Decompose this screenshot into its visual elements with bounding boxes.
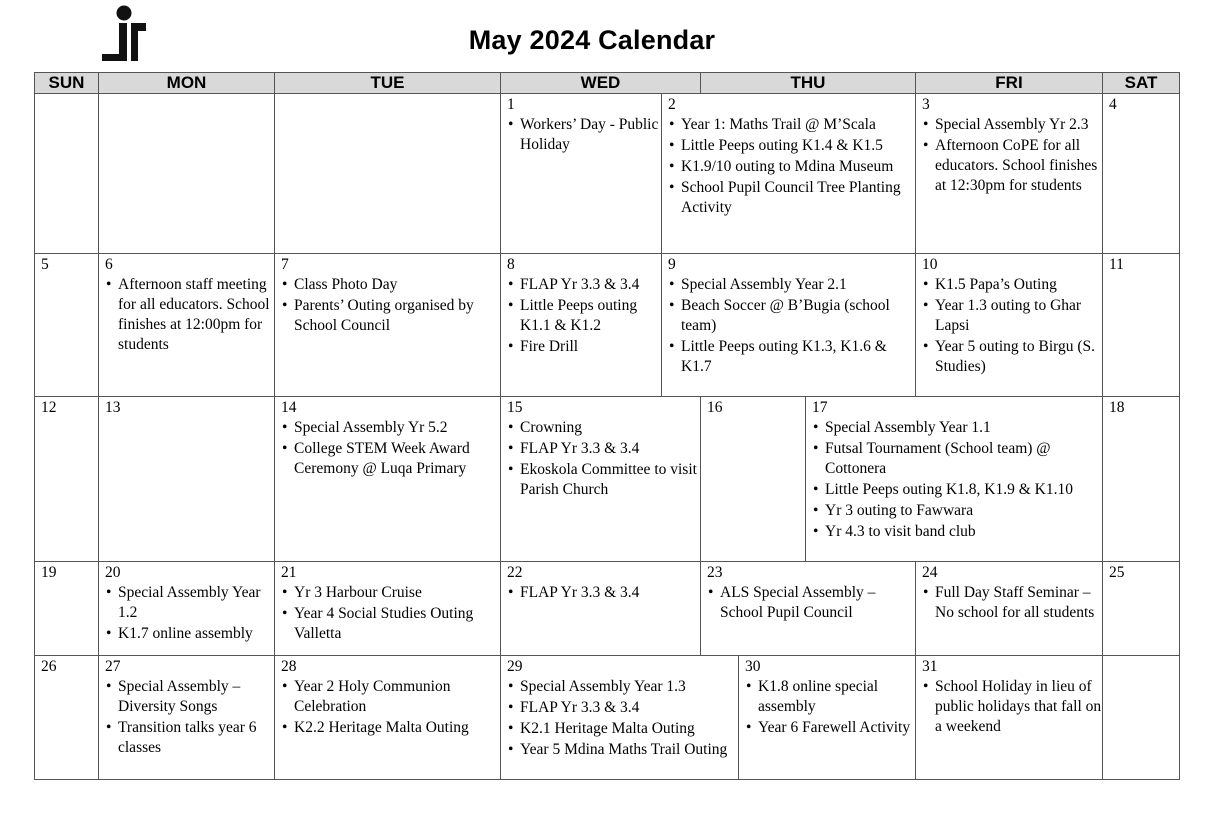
event-item: • Special Assembly Yr 2.3	[922, 115, 1102, 135]
day-cell-20	[98, 561, 275, 656]
event-item: • Workers’ Day - Public Holiday	[507, 115, 661, 155]
event-item: • Fire Drill	[507, 337, 661, 357]
event-list	[922, 115, 1102, 196]
day-number: 14	[281, 399, 297, 416]
event-list	[281, 275, 500, 336]
day-cell-21	[274, 561, 501, 656]
event-item: • Yr 3 Harbour Cruise	[281, 583, 500, 603]
day-number: 5	[41, 256, 49, 273]
day-cell-6	[98, 253, 275, 397]
header-fri: FRI	[915, 72, 1103, 94]
day-number: 4	[1109, 96, 1117, 113]
day-number: 16	[707, 399, 723, 416]
day-cell-1	[500, 93, 662, 254]
event-item: • Special Assembly Year 2.1	[668, 275, 915, 295]
day-cell-17	[805, 396, 1103, 562]
event-item: • College STEM Week Award Ceremony @ Luqa Primary	[281, 439, 500, 479]
day-cell-11	[1102, 253, 1180, 397]
day-number: 31	[922, 658, 938, 675]
event-item: • Special Assembly Yr 5.2	[281, 418, 500, 438]
event-item: • Yr 4.3 to visit band club	[812, 522, 1102, 542]
event-list	[507, 275, 661, 357]
day-number: 28	[281, 658, 297, 675]
event-item: • Year 2 Holy Communion Celebration	[281, 677, 500, 717]
day-cell-14	[274, 396, 501, 562]
header-wed: WED	[500, 72, 701, 94]
day-cell-25	[1102, 561, 1180, 656]
day-cell-9	[661, 253, 916, 397]
day-cell-2	[661, 93, 916, 254]
day-cell-26	[34, 655, 99, 780]
event-item: • Year 4 Social Studies Outing Valletta	[281, 604, 500, 644]
day-number: 24	[922, 564, 938, 581]
event-item: • K1.5 Papa’s Outing	[922, 275, 1102, 295]
day-number: 17	[812, 399, 828, 416]
event-item: • Transition talks year 6 classes	[105, 718, 274, 758]
event-list	[668, 275, 915, 377]
day-number: 8	[507, 256, 515, 273]
event-item: • Little Peeps outing K1.8, K1.9 & K1.10	[812, 480, 1102, 500]
day-cell-23	[700, 561, 916, 656]
day-cell-empty	[1102, 655, 1180, 780]
day-number: 15	[507, 399, 523, 416]
event-item: • Yr 3 outing to Fawwara	[812, 501, 1102, 521]
event-list	[922, 275, 1102, 377]
event-item: • Afternoon staff meeting for all educators. School finishes at 12:00pm for students	[105, 275, 274, 355]
day-cell-empty	[34, 93, 99, 254]
day-number: 11	[1109, 256, 1124, 273]
event-item: • Special Assembly Year 1.3	[507, 677, 738, 697]
event-item: • Parents’ Outing organised by School Council	[281, 296, 500, 336]
event-list	[281, 583, 500, 644]
event-item: • K1.8 online special assembly	[745, 677, 915, 717]
event-item: • K2.1 Heritage Malta Outing	[507, 719, 738, 739]
event-item: • FLAP Yr 3.3 & 3.4	[507, 439, 700, 459]
day-number: 6	[105, 256, 113, 273]
event-item: • Special Assembly Year 1.2	[105, 583, 274, 623]
day-number: 9	[668, 256, 676, 273]
event-item: • Special Assembly – Diversity Songs	[105, 677, 274, 717]
event-list	[105, 275, 274, 355]
day-number: 29	[507, 658, 523, 675]
event-item: • Year 1.3 outing to Ghar Lapsi	[922, 296, 1102, 336]
event-item: • Class Photo Day	[281, 275, 500, 295]
event-item: • Full Day Staff Seminar – No school for all students	[922, 583, 1102, 623]
day-number: 2	[668, 96, 676, 113]
event-item: • K1.9/10 outing to Mdina Museum	[668, 157, 915, 177]
day-cell-29	[500, 655, 739, 780]
day-cell-3	[915, 93, 1103, 254]
event-list	[507, 115, 661, 155]
day-number: 3	[922, 96, 930, 113]
day-cell-15	[500, 396, 701, 562]
day-cell-28	[274, 655, 501, 780]
event-list	[281, 677, 500, 738]
day-number: 21	[281, 564, 297, 581]
event-item: • Special Assembly Year 1.1	[812, 418, 1102, 438]
event-item: • Year 1: Maths Trail @ M’Scala	[668, 115, 915, 135]
day-cell-5	[34, 253, 99, 397]
day-number: 1	[507, 96, 515, 113]
event-list	[507, 677, 738, 760]
event-item: • K2.2 Heritage Malta Outing	[281, 718, 500, 738]
event-list	[922, 583, 1102, 623]
day-number: 12	[41, 399, 57, 416]
event-item: • K1.7 online assembly	[105, 624, 274, 644]
header-mon: MON	[98, 72, 275, 94]
event-item: • FLAP Yr 3.3 & 3.4	[507, 275, 661, 295]
day-number: 23	[707, 564, 723, 581]
day-number: 7	[281, 256, 289, 273]
day-cell-10	[915, 253, 1103, 397]
event-item: • Futsal Tournament (School team) @ Cottonera	[812, 439, 1102, 479]
event-item: • Year 5 outing to Birgu (S. Studies)	[922, 337, 1102, 377]
day-number: 27	[105, 658, 121, 675]
event-item: • School Holiday in lieu of public holidays that fall on a weekend	[922, 677, 1102, 737]
event-item: • Ekoskola Committee to visit Parish Church	[507, 460, 700, 500]
event-item: • Beach Soccer @ B’Bugia (school team)	[668, 296, 915, 336]
event-list	[707, 583, 915, 623]
day-number: 26	[41, 658, 57, 675]
event-list	[668, 115, 915, 218]
event-item: • Year 5 Mdina Maths Trail Outing	[507, 740, 738, 760]
event-item: • Crowning	[507, 418, 700, 438]
day-cell-27	[98, 655, 275, 780]
day-number: 19	[41, 564, 57, 581]
event-list	[745, 677, 915, 738]
day-cell-31	[915, 655, 1103, 780]
day-cell-30	[738, 655, 916, 780]
day-cell-4	[1102, 93, 1180, 254]
header-sun: SUN	[34, 72, 99, 94]
event-item: • Little Peeps outing K1.4 & K1.5	[668, 136, 915, 156]
day-cell-16	[700, 396, 806, 562]
event-list	[812, 418, 1102, 542]
day-cell-19	[34, 561, 99, 656]
event-item: • School Pupil Council Tree Planting Activity	[668, 178, 915, 218]
day-cell-empty	[274, 93, 501, 254]
day-cell-12	[34, 396, 99, 562]
event-list	[281, 418, 500, 479]
event-list	[105, 583, 274, 644]
day-number: 13	[105, 399, 121, 416]
day-number: 22	[507, 564, 523, 581]
header-tue: TUE	[274, 72, 501, 94]
page-title: May 2024 Calendar	[468, 25, 716, 55]
day-cell-18	[1102, 396, 1180, 562]
event-item: • Little Peeps outing K1.1 & K1.2	[507, 296, 661, 336]
day-number: 20	[105, 564, 121, 581]
day-cell-7	[274, 253, 501, 397]
event-item: • Year 6 Farewell Activity	[745, 718, 915, 738]
header-sat: SAT	[1102, 72, 1180, 94]
day-cell-24	[915, 561, 1103, 656]
event-item: • FLAP Yr 3.3 & 3.4	[507, 583, 700, 603]
day-number: 10	[922, 256, 938, 273]
event-item: • FLAP Yr 3.3 & 3.4	[507, 698, 738, 718]
day-cell-13	[98, 396, 275, 562]
day-number: 25	[1109, 564, 1125, 581]
day-cell-empty	[98, 93, 275, 254]
header-thu: THU	[700, 72, 916, 94]
event-list	[105, 677, 274, 758]
event-list	[507, 583, 700, 603]
day-number: 18	[1109, 399, 1125, 416]
event-item: • Afternoon CoPE for all educators. School finishes at 12:30pm for students	[922, 136, 1102, 196]
event-item: • Little Peeps outing K1.3, K1.6 & K1.7	[668, 337, 915, 377]
day-cell-22	[500, 561, 701, 656]
event-item: • ALS Special Assembly – School Pupil Council	[707, 583, 915, 623]
day-cell-8	[500, 253, 662, 397]
day-number: 30	[745, 658, 761, 675]
event-list	[507, 418, 700, 500]
event-list	[922, 677, 1102, 737]
